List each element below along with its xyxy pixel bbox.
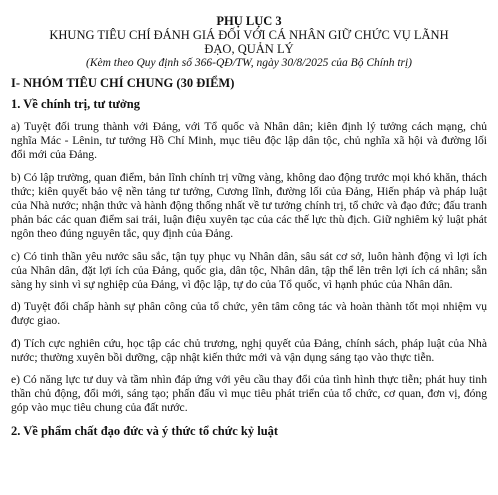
subsection-title: 1. Về chính trị, tư tưởng — [11, 97, 140, 111]
section-title: I- NHÓM TIÊU CHÍ CHUNG (30 ĐIỂM) — [11, 76, 235, 90]
document-subtitle: (Kèm theo Quy định số 366-QĐ/TW, ngày 30/8/2025 của Bộ Chính trị) — [85, 57, 413, 69]
criterion-paragraph: d) Tuyệt đối chấp hành sự phân công của tổ chức, yên tâm công tác và hoàn thành tốt mọi nhiệm vụ được giao. — [11, 300, 487, 328]
subsection-title: 2. Về phẩm chất đạo đức và ý thức tổ chức kỷ luật — [11, 423, 279, 438]
criterion-paragraph: b) Có lập trường, quan điểm, bản lĩnh chính trị vững vàng, không dao động trước mọi khó khăn, thách thức; kiên quyết bảo vệ nền tảng tư tưởng, Cương lĩnh, đường lối của Đảng, Hiến pháp và pháp luật của Nhà nước; nhận thức và hành động thống nhất về tư tưởng chính trị, tổ chức và đạo đức; đấu tranh phản bác các quan điểm sai trái, luận điệu xuyên tạc của các thế lực thù địch. Giữ nghiêm kỷ luật phát ngôn theo đúng nguyên tắc, quy định của Đảng. — [11, 170, 487, 241]
criterion-paragraph: e) Có năng lực tư duy và tầm nhìn đáp ứng với yêu cầu thay đổi của tình hình thực tiễn; phát huy tinh thần chủ động, đổi mới, sáng tạo; phấn đấu vì mục tiêu phát triển của tổ chức, cơ quan, đơn vị, đóng góp vào mục tiêu chung của đất nước. — [11, 373, 487, 415]
criterion-paragraph: đ) Tích cực nghiên cứu, học tập các chủ trương, nghị quyết của Đảng, chính sách, pháp luật của Nhà nước; thường xuyên bồi dưỡng, cập nhật kiến thức mới và vận dụng sáng tạo vào thực tiễn. — [11, 336, 487, 364]
document-title: KHUNG TIÊU CHÍ ĐÁNH GIÁ ĐỐI VỚI CÁ NHÂN GIỮ CHỨC VỤ LÃNH ĐẠO, QUẢN LÝ — [49, 28, 449, 56]
appendix-label: PHỤ LỤC 3 — [216, 14, 282, 28]
criterion-paragraph: c) Có tinh thần yêu nước sâu sắc, tận tụy phục vụ Nhân dân, sâu sát cơ sở, luôn hành động vì lợi ích của Nhân dân, đặt lợi ích của Đảng, quốc gia, dân tộc, Nhân dân, tập thể lên trên lợi ích cá nhân; sẵn sàng hy sinh vì sự nghiệp của Đảng, vì độc lập, tự do của Tổ quốc, vì hạnh phúc của Nhân dân. — [11, 249, 487, 292]
criterion-paragraph: a) Tuyệt đối trung thành với Đảng, với Tổ quốc và Nhân dân; kiên định lý tưởng cách mạng, chủ nghĩa Mác - Lênin, tư tưởng Hồ Chí Minh, mục tiêu độc lập dân tộc, chủ nghĩa xã hội và đường lối đổi mới của Đảng. — [11, 120, 487, 162]
